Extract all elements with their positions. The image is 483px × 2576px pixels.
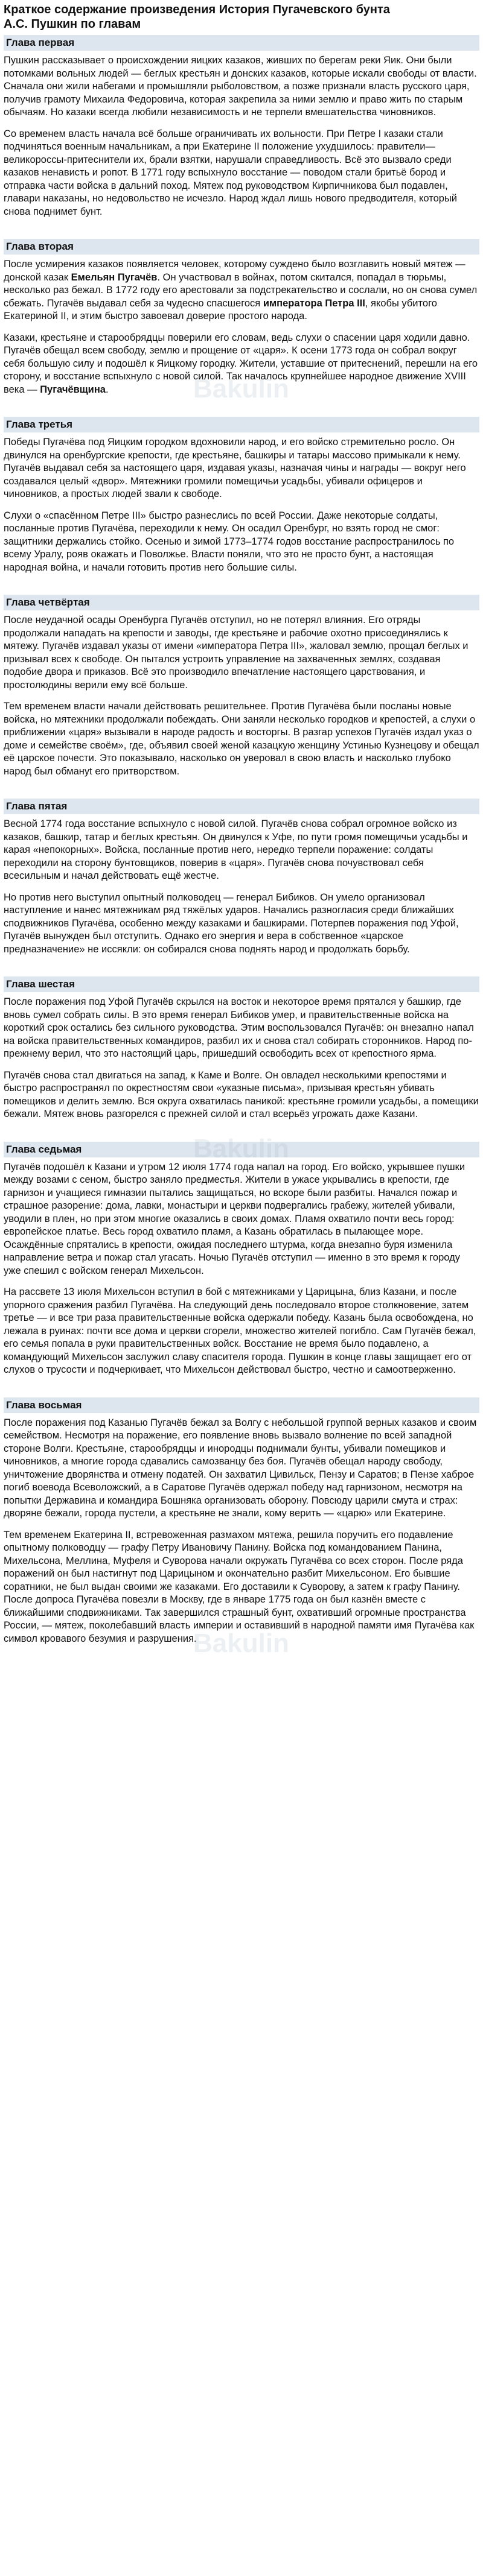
chapter-paragraph: После поражения под Уфой Пугачёв скрылся на восток и некоторое время прятался у башкир, где вновь сумел собрать силы. В это время генерал Бибиков умер, и правительственные войска на короткий срок остались без сильного руководства. Этим воспользовался Пугачёв: он внезапно напал на войска правительственных командиров, разбил их и снова стал собирать сторонников. Народ по-прежнему верил, что это настоящий царь, пришедший освободить всех от крепостного ярма. [4, 996, 474, 1059]
chapter-section [4, 976, 479, 1121]
chapter-heading: Глава первая [4, 35, 479, 51]
chapter-paragraph: Победы Пугачёва под Яицким городком вдохновили народ, и его войско стремительно росло. Он двинулся на оренбургские крепости, где крестьяне, башкиры и татары массово примыкали к нему. Пугачёв выдавал себя за настоящего царя, издавая указы, назначая чины и награды — вокруг него создавался целый «двор». Мятежники громили помещичьи усадьбы, убивали офицеров и чиновников, а простых людей звали к свободе. [4, 437, 466, 499]
highlighted-term: Емельян Пугачёв [71, 271, 158, 283]
chapter-section [4, 595, 479, 778]
highlighted-term: Пугачёвщина [40, 384, 106, 395]
chapter-heading: Глава шестая [4, 976, 479, 992]
chapter-paragraph: После усмирения казаков появляется человек, которому суждено было возглавить новый мятеж — донской казак Емельян Пугачёв. Он участвовал в войнах, потом скитался, попадал в тюрьмы, несколько раз бежал. В 1772 году его арестовали за подстрекательство и сослали, но он снова сумел сбежать. Пугачёв выдавал себя за чудесно спасшегося императора Петра III, якобы убитого Екатериной II, и этим быстро завоевал доверие простого народа. [4, 259, 478, 321]
chapter-paragraph: Весной 1774 года восстание вспыхнуло с новой силой. Пугачёв снова собрал огромное войско из казаков, башкир, татар и беглых крестьян. Он двинулся к Уфе, по пути громя помещичьи усадьбы и карая «непокорных». Войска, посланные против него, нередко терпели поражение: солдаты переходили на сторону бунтовщиков, поверив в «царя». Пугачёв снова почувствовал себя всесильным и начал действовать ещё жестче. [4, 818, 468, 881]
watermark-logo: Bakulin [193, 374, 289, 403]
title-line-1: Краткое содержание произведения История Пугачевского бунта [4, 3, 390, 16]
chapters-container [4, 35, 479, 1645]
chapter-section [4, 35, 479, 218]
chapter-heading: Глава восьмая [4, 1397, 479, 1413]
chapter-heading: Глава пятая [4, 799, 479, 814]
chapter-paragraph: Тем временем власти начали действовать решительнее. Против Пугачёва были посланы новые войска, но мятежники продолжали побеждать. Они заняли несколько городков и крепостей, а слухи о приближении «царя» вызывали в народе радость и восторгы. В разгар успехов Пугачёв издал указ о доме и семействе своём», где, объявил своей женой казацкую женщину Устинью Кузнецову и обещал её царское почести. Это показывало, насколько он уверовал в свою власть и насколько глубоко народ был обмануt его притворством. [4, 701, 479, 777]
chapter-paragraph: После неудачной осады Оренбурга Пугачёв отступил, но не потерял влияния. Его отряды продолжали нападать на крепости и заводы, где крестьяне и рабочие охотно присоединялись к мятежу. Пугачёв издавал указы от имени «императора Петра III», жаловал землю, прощал беглых и призывал всех к свободе. Он пытался устроить управление на захваченных землях, создавая подобие двора и приказов. Всё это производило впечатление настоящего царствования, и простолюдины верили ему всё больше. [4, 615, 469, 691]
chapter-heading: Глава вторая [4, 239, 479, 255]
chapter-heading: Глава седьмая [4, 1142, 479, 1157]
chapter-section [4, 1397, 479, 1646]
title-line-2: А.С. Пушкин по главам [4, 17, 141, 31]
chapter-paragraph: Пушкин рассказывает о происхождении яицких казаков, живших по берегам реки Яик. Они были потомками вольных людей — беглых крестьян и донских казаков, которые искали свободы от власти. Сначала они жили набегами и промышляли рыболовством, а позже признали власть русского царя, получив грамоту Михаила Федоровича, которая закрепила за ними землю и право жить по старым обычаям. Но казаки всегда любили независимость и не терпели вмешательства чиновников. [4, 55, 477, 118]
chapter-paragraph: Пугачёв подошёл к Казани и утром 12 июля 1774 года напал на город. Его войско, укрывшее пушки между возами с сеном, быстро заняло предместья. Жители в ужасе укрывались в крепости, где гарнизон и учащиеся гимназии пытались защищаться, но вскоре были разбиты. Начался пожар и страшное разорение: дома, лавки, монастыри и церкви подвергались грабежу, жителей убивали, уводили в плен, но при этом многие оказались в своих домах. Пламя охватило почти весь город: европейское платье. Весь город охватило пламя, а Казань обратилась в пылающее море. Осаждённые спрятались в крепости, ожидая последнего штурма, когда внезапно буря изменила направление ветра и пожар стал угасать. Ночью Пугачёв отступил — именно в это время к городу уже спешил с войском генерал Михельсон. [4, 1161, 465, 1276]
watermark-logo: Bakulin [193, 1628, 289, 1658]
chapter-section [4, 1142, 479, 1377]
document-title [4, 2, 479, 31]
chapter-section [4, 799, 479, 956]
chapter-paragraph: Пугачёв снова стал двигаться на запад, к Каме и Волге. Он овладел несколькими крепостями и быстро распространял по окрестностям свои «указные письма», призывая крестьян убивать помещиков и делить землю. Вся округа охватилась паникой: крестьяне громили усадьбы, а помещики бежали. Мятеж вновь разгорелся с прежней силой и стал всерьёз угрожать даже Казани. [4, 1069, 479, 1119]
chapter-heading: Глава четвёртая [4, 595, 479, 610]
chapter-paragraph: После поражения под Казанью Пугачёв бежал за Волгу с небольшой группой верных казаков и своим семейством. Несмотря на поражение, его появление вновь вызвало волнение по всей западной стороне Волги. Крестьяне, старообрядцы и инородцы поднимали бунты, убивали помещиков и чиновников, а многие города сдавались самозванцу без боя. Пугачёв обещал народу свободу, уничтожение дворянства и отмену податей. Он захватил Цивильск, Пензу и Саратов; в Пензе хаброе погиб воевода Всеволожский, а в Саратове Пугачёв одержал победу над гарнизоном, несмотря на попытки Державина и командира Бошняка организовать оборону. Повсюду царили смута и страх: дворяне бежали, города пустели, а крестьяне не знали, кому верить — «царю» или Екатерине. [4, 1417, 477, 1519]
highlighted-term: императора Петра III [263, 297, 365, 309]
chapter-section [4, 239, 479, 396]
chapter-paragraph: На рассвете 13 июля Михельсон вступил в бой с мятежниками у Царицына, близ Казани, и после упорного сражения разбил Пугачёва. На следующий день последовало второе столкновение, затем третье — и все три раза правительственные войска одержали победу. Казань была освобождена, но лежала в руинах: почти все дома и церкви сгорели, множество жителей погибло. Сам Пугачёв бежал, его семья попала в руки правительственных войск. Восстание не время было подавлено, а командующий Михельсон заслужил славу спасителя города. Пушкин в конце главы защищает его от слухов о трусости и подчеркивает, что Михельсон действовал быстро, честно и самоотверженно. [4, 1286, 476, 1375]
chapter-paragraph: Но против него выступил опытный полководец — генерал Бибиков. Он умело организовал наступление и нанес мятежникам ряд тяжёлых ударов. Начались разногласия среди ближайших сподвижников Пугачёва, особенно между казаками и башкирами. Потерпев поражения под Уфой, Пугачёв вынужден был отступить. Однако его энергия и вера в собственное «царское предназначение» не иссякли: он собирался снова поднять народ и продолжать борьбу. [4, 891, 459, 955]
chapter-section [4, 417, 479, 574]
chapter-paragraph: Тем временем Екатерина II, встревоженная размахом мятежа, решила поручить его подавление опытному полководцу — графу Петру Ивановичу Панину. Войска под командованием Панина, Михельсона, Меллина, Муфеля и Суворова начали окружать Пугачёва со всех сторон. После ряда поражений он был настигнут под Царицыном и окончательно разбит Михельсоном. Его бывшие соратники, не был выдан своими же казаками. Его доставили к Суворову, а затем к графу Панину. После допроса Пугачёва повезли в Москву, где в январе 1775 года он был казнён вместе с ближайшими сподвижниками. Так завершился страшный бунт, охвативший огромные пространства России, — мятеж, поколебавший власть империи и оставивший в народной памяти имя Пугачёва как символ кровавого безумия и разрушения. [4, 1529, 475, 1644]
chapter-paragraph: Со временем власть начала всё больше ограничивать их вольности. При Петре I казаки стали подчиняться военным начальникам, а при Екатерине II положение ухудшилось: правители—великороссы-притеснители их, брали взятки, нарушали справедливость. Всё это вызвало среди казаков ненависть и ропот. В 1771 году вспыхнуло восстание — поводом стали бритьё бород и отправка части войска в дальний поход. Мятеж под руководством Кирпичникова был подавлен, главари наказаны, но недовольство не исчезло. Народ ждал лишь нового предводителя, который снова поднимет бунт. [4, 128, 458, 217]
chapter-paragraph: Казаки, крестьяне и старообрядцы поверили его словам, ведь слухи о спасении царя ходили давно. Пугачёв обещал всем свободу, землю и прощение от «царя». К осени 1773 года он собрал вокруг себя большую силу и подошёл к Яицкому городку. Жители, уставшие от притеснений, перешли на его сторону, и восстание вспыхнуло с новой силой. Так началось крупнейшее народное движение XVIII века — Пугачёвщина. [4, 332, 478, 395]
chapter-heading: Глава третья [4, 417, 479, 432]
chapter-paragraph: Слухи о «спасённом Петре III» быстро разнеслись по всей России. Даже некоторые солдаты, посланные против Пугачёва, переходили к нему. Он осадил Оренбург, но взять город не смог: защитники держались стойко. Осенью и зимой 1773–1774 годов восстание распространилось по всему Уралу, рояв окажать и Поволжье. Власти поняли, что это не просто бунт, а настоящая народная война, и начали готовить против него большие силы. [4, 510, 455, 573]
